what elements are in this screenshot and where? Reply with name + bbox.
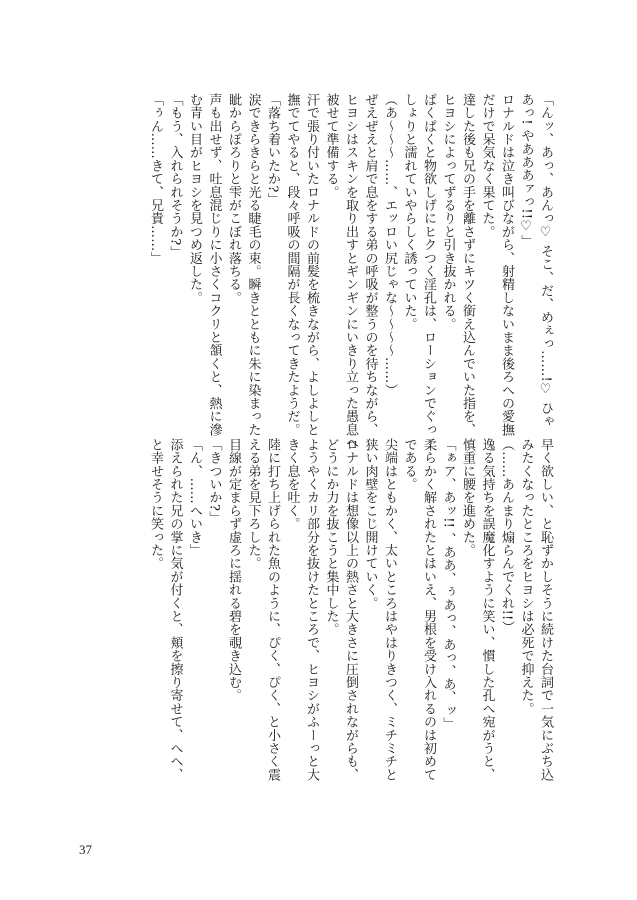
text-line: 狭い肉壁をこじ開けていく。 <box>362 438 378 610</box>
text-line: 目線が定まらず虚ろに揺れる碧を覗き込む。 <box>226 438 241 702</box>
text-line: どうにか力を抜こうと集中した。 <box>323 438 339 636</box>
text-line: 尖端はともかく、太いところはやはりきつく、ミチミチと <box>382 438 397 782</box>
text-line: ようやくカリ部分を抜けたところで、ヒヨシがふーっと大 <box>304 438 319 782</box>
text-line: 「きついか?」 <box>206 438 222 525</box>
text-line: ヒヨシはスキンを取り出すとギンギンにいきり立った愚息へ <box>343 93 358 450</box>
text-line: 達した後も兄の手を離さずにキツく銜え込んでいた指を、 <box>460 93 475 437</box>
text-line: 汗で張り付いたロナルドの前髪を梳きながら、よしよしと <box>304 93 319 437</box>
text-line: 「ぁア、あッ!! 、ああ、ぅあっ、あっ、あ、ッ」 <box>440 438 456 731</box>
text-line: みたくなったところをヒヨシは必死で抑えた。 <box>518 438 534 716</box>
text-line: （……あんまり煽らんでくれ!!） <box>499 438 514 634</box>
text-line: 「ぅん……きて、兄貴……」 <box>148 93 163 265</box>
text-line: ぱくぱくと物欲しげにヒクつく淫孔は、ローションでぐっ <box>421 93 436 437</box>
text-line: と幸せそうに笑った。 <box>148 438 163 570</box>
text-block-bottom <box>75 438 555 782</box>
text-line: 声も出せず、吐息混じりに小さくコクリと頷くと、熱に滲 <box>206 93 222 437</box>
text-line: きく息を吐く。 <box>284 438 300 531</box>
text-line: 涙できらきらと光る睫毛の束。瞬きとともに朱に染まった <box>245 93 261 437</box>
text-line: あっ! やあああァっ!!♡」 <box>518 93 534 248</box>
text-line: 慎重に腰を進めた。 <box>460 438 475 557</box>
text-line: 添えられた兄の掌に気が付くと、頬を擦り寄せて、へへ、 <box>167 438 183 782</box>
text-line: 「ん、……へいき」 <box>187 438 202 557</box>
text-line: ヒヨシによってずるりと引き抜かれる。 <box>440 93 456 331</box>
page-number: 37 <box>79 842 92 857</box>
text-line: 柔らかく解されたとはいえ、男根を受け入れるのは初めて <box>421 438 436 782</box>
text-line: 被せて準備する。 <box>323 93 339 199</box>
text-line: 「んッ、あっ、あんっ♡ そこ、だ、めぇっ……!♡ ひゃ <box>538 93 553 428</box>
text-line: だけで呆気なく果てた。 <box>479 93 495 239</box>
text-line: （あ～～～……、エッロい尻じゃな～～～～……） <box>382 93 397 397</box>
text-line: ぜえぜえと肩で息をする弟の呼吸が整うのを待ちながら、 <box>362 93 378 437</box>
text-line: ロナルドは泣き叫びながら、射精しないまま後ろへの愛撫 <box>499 93 514 437</box>
text-line: ロナルドは想像以上の熱さと大きさに圧倒されながらも、 <box>343 438 358 782</box>
text-line: む青い目がヒヨシを見つめ返した。 <box>187 93 202 305</box>
text-line: える弟を見下ろした。 <box>245 438 261 570</box>
text-line: 眦からぽろりと雫がこぼれ落ちる。 <box>226 93 241 305</box>
text-line: 「もう、入れられそうか?」 <box>167 93 183 259</box>
text-line: 陸に打ち上げられた魚のように、ぴく、ぴく、と小さく震 <box>265 438 280 782</box>
text-line: である。 <box>401 438 417 491</box>
text-line: 逸る気持ちを誤魔化すように笑い、慣した孔へ宛がうと、 <box>479 438 495 782</box>
text-line: しょりと濡れていやらしく誘っていた。 <box>401 93 417 331</box>
text-line: 「落ち着いたか?」 <box>265 93 280 206</box>
text-line: 撫でてやると、段々呼吸の間隔が長くなってきたようだ。 <box>284 93 300 437</box>
text-line: 早く欲しい、と恥ずかしそうに続けた台詞で一気にぶち込 <box>538 438 553 782</box>
text-block-top <box>75 93 555 450</box>
